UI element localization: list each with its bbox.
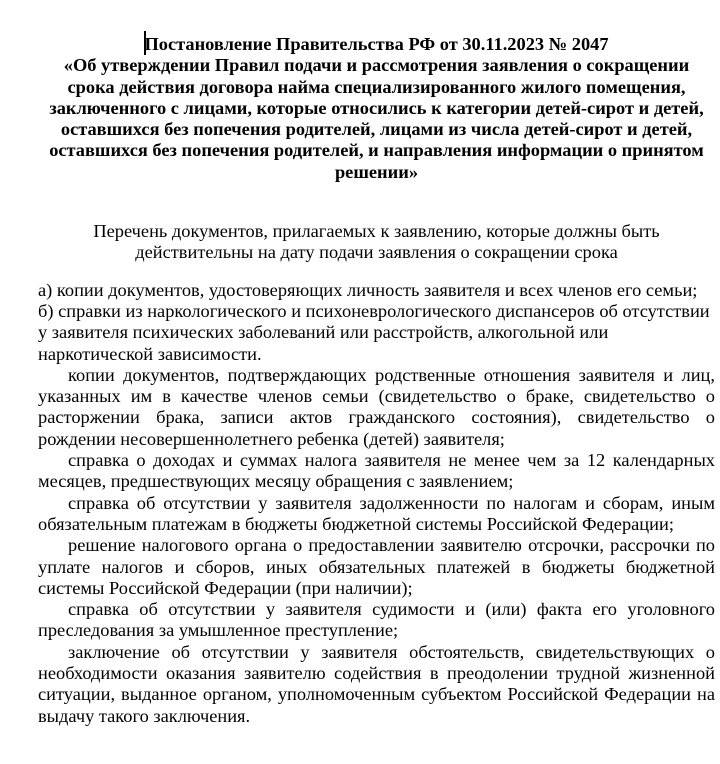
paragraph-family-relation-docs: копии документов, подтверждающих родственные отношения заявителя и лиц, указанных им в качестве членов семьи (свидетельство о браке, свидетельство о расторжении брака, записи актов гражданского состояния), свидетельство о рождении несовершеннолетнего ребенка (детей) заявителя;: [38, 364, 715, 449]
paragraph-criminal-record-certificate: справка об отсутствии у заявителя судимости и (или) факта его уголовного преследования за умышленное преступление;: [38, 599, 715, 641]
document-body: [38, 280, 715, 727]
paragraph-income-certificate: справка о доходах и суммах налога заявителя не менее чем за 12 календарных месяцев, предшествующих месяцу обращения с заявлением;: [38, 450, 715, 492]
paragraph-difficult-situation-conclusion: заключение об отсутствии у заявителя обстоятельств, свидетельствующих о необходимости оказания заявителю содействия в преодолении трудной жизненной ситуации, выданное органом, уполномоченным субъектом Российской Федерации на выдачу такого заключения.: [38, 641, 715, 726]
list-item-a-identity-docs: а) копии документов, удостоверяющих личность заявителя и всех членов его семьи;: [38, 279, 698, 300]
document-title: [38, 31, 715, 183]
list-item-b-dispensary-certificates: б) справки из наркологического и психоневрологического диспансеров об отсутствии у заявителя психических заболеваний или расстройств, алкогольной или наркотической зависимости.: [38, 300, 710, 364]
title-reference-text: Постановление Правительства РФ от 30.11.2023 № 2047: [144, 34, 609, 54]
paragraph-tax-debt-certificate: справка об отсутствии у заявителя задолженности по налогам и сборам, иным обязательным платежам в бюджеты бюджетной системы Российской Федерации;: [38, 492, 715, 534]
document-subtitle: Перечень документов, прилагаемых к заявлению, которые должны быть действительны на дату подачи заявления о сокращении срока: [93, 221, 660, 263]
paragraph-tax-deferral-decision: решение налогового органа о предоставлении заявителю отсрочки, рассрочки по уплате налогов и сборов, иных обязательных платежей в бюджеты бюджетной системы Российской Федерации (при наличии);: [38, 535, 715, 598]
title-name-text: «Об утверждении Правил подачи и рассмотрения заявления о сокращении срока действия договора найма специализированного жилого помещения, заключенного с лицами, которые относились к категории детей-сирот и детей, оставшихся без попечения родителей, лицами из числа детей-сирот и детей, оставшихся без попечения родителей, и направления информации о принятом решении»: [49, 55, 704, 182]
title-reference-line: [38, 31, 715, 55]
